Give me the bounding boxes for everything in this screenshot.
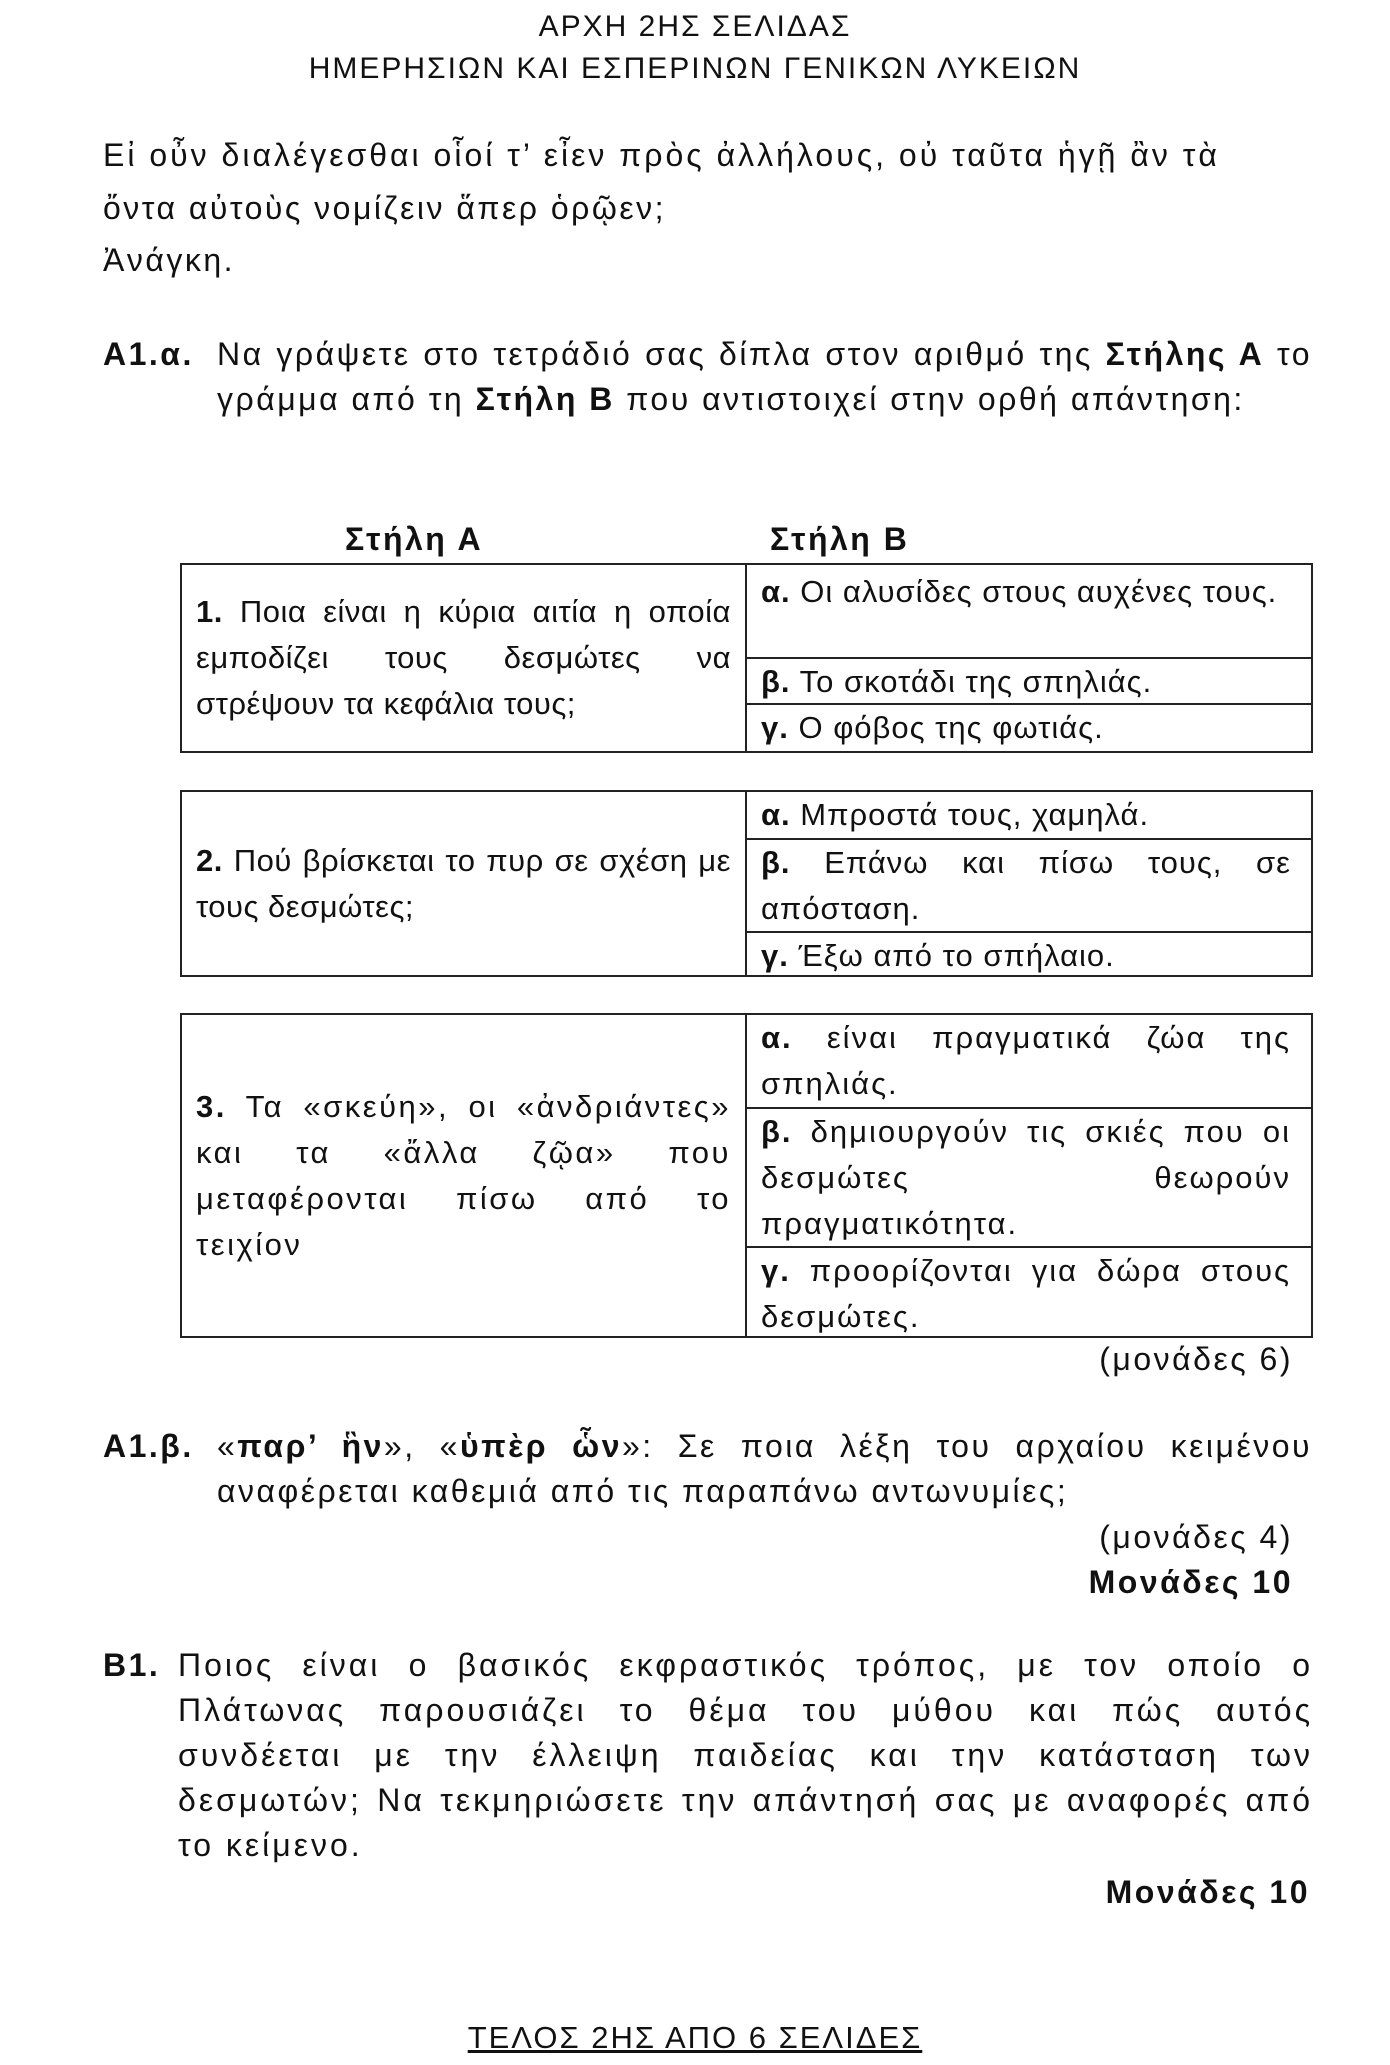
option-text: Μπροστά τους, χαμηλά. bbox=[800, 797, 1150, 832]
a1-total-points: Μονάδες 10 bbox=[1088, 1564, 1293, 1600]
instruction-text: που αντιστοιχεί στην ορθή απάντηση: bbox=[626, 381, 1245, 417]
pronoun-2: ὑπὲρ ὧν bbox=[459, 1428, 622, 1464]
question-a1a-label bbox=[103, 332, 194, 377]
matching-table-3 bbox=[180, 1013, 1313, 1338]
option-text: δημιουργούν τις σκιές που οι δεσμώτες θεωρούν πραγματικότητα. bbox=[761, 1114, 1292, 1241]
option-row bbox=[747, 703, 1311, 751]
instruction-text: το γράμμα από τη bbox=[217, 336, 1313, 417]
item-question: Τα «σκεύη», οι «ἀνδριάντες» και τα «ἄλλα ζῷα» που μεταφέρονται πίσω από το τειχίον bbox=[196, 1088, 731, 1262]
instruction-bold-column-b: Στήλη Β bbox=[475, 381, 615, 417]
question-a1a-text bbox=[217, 332, 1312, 422]
option-text: είναι πραγματικά ζώα της σπηλιάς. bbox=[761, 1020, 1291, 1101]
column-a-item bbox=[182, 792, 747, 975]
page-header-line2: ΗΜΕΡΗΣΙΩΝ ΚΑΙ ΕΣΠΕΡΙΝΩΝ ΓΕΝΙΚΩΝ ΛΥΚΕΙΩΝ bbox=[308, 52, 1082, 85]
column-b-options bbox=[747, 565, 1311, 751]
option-letter: α. bbox=[761, 797, 791, 832]
option-text: προορίζονται για δώρα στους δεσμώτες. bbox=[761, 1253, 1291, 1334]
page-header-line1: ΑΡΧΗ 2ΗΣ ΣΕΛΙΔΑΣ bbox=[538, 10, 852, 43]
option-letter: α. bbox=[761, 574, 791, 609]
option-letter: β. bbox=[761, 664, 791, 699]
column-a-item bbox=[182, 1015, 747, 1336]
option-row bbox=[747, 565, 1311, 657]
option-text: Ο φόβος της φωτιάς. bbox=[798, 710, 1104, 745]
option-row bbox=[747, 1246, 1311, 1340]
option-letter: β. bbox=[761, 1114, 793, 1149]
pronoun-1: παρ’ ἣν bbox=[237, 1428, 384, 1464]
question-label: Α1.α. bbox=[103, 336, 194, 372]
passage-line-1: Εἰ οὖν διαλέγεσθαι οἷοί τ’ εἶεν πρὸς ἀλλήλους, οὐ ταῦτα ἡγῇ ἂν τὰ bbox=[103, 137, 1220, 173]
instruction-bold-column-a: Στήλης Α bbox=[1105, 336, 1265, 372]
b1-total-points: Μονάδες 10 bbox=[1105, 1874, 1310, 1910]
question-label: Β1. bbox=[103, 1647, 161, 1683]
item-number: 1. bbox=[196, 594, 223, 629]
passage-line-3: Ἀνάγκη. bbox=[103, 242, 236, 278]
option-letter: γ. bbox=[761, 938, 789, 973]
option-row bbox=[747, 1015, 1311, 1107]
option-text: Οι αλυσίδες στους αυχένες τους. bbox=[800, 574, 1278, 609]
option-row bbox=[747, 1107, 1311, 1246]
quote-mark: « bbox=[217, 1428, 238, 1464]
quote-mark: », « bbox=[383, 1428, 460, 1464]
page-footer bbox=[0, 2020, 1390, 2056]
matching-table-2 bbox=[180, 790, 1313, 977]
option-row bbox=[747, 838, 1311, 931]
option-row bbox=[747, 792, 1311, 838]
option-row bbox=[747, 657, 1311, 703]
option-text: Έξω από το σπήλαιο. bbox=[798, 938, 1115, 973]
column-a-item bbox=[182, 565, 747, 751]
item-number: 3. bbox=[196, 1088, 227, 1124]
question-a1b-text bbox=[217, 1424, 1312, 1514]
matching-table-1 bbox=[180, 563, 1313, 753]
column-b-options bbox=[747, 1015, 1311, 1336]
column-a-header: Στήλη Α bbox=[345, 521, 484, 557]
passage-line-2: ὄντα αὐτοὺς νομίζειν ἅπερ ὁρῷεν; bbox=[103, 190, 666, 226]
option-letter: γ. bbox=[761, 710, 789, 745]
option-text: Επάνω και πίσω τους, σε απόσταση. bbox=[761, 845, 1291, 926]
question-text: Σε ποια λέξη του αρχαίου κειμένου αναφέρεται καθεμιά από τις παραπάνω αντωνυμίες; bbox=[217, 1428, 1313, 1509]
option-text: Το σκοτάδι της σπηλιάς. bbox=[799, 664, 1153, 699]
quote-mark: »: bbox=[622, 1428, 654, 1464]
item-question: Ποια είναι η κύρια αιτία η οποία εμποδίζει τους δεσμώτες να στρέψουν τα κεφάλια τους; bbox=[196, 594, 731, 721]
question-a1b-label bbox=[103, 1424, 194, 1469]
option-letter: β. bbox=[761, 845, 791, 880]
item-number: 2. bbox=[196, 842, 223, 878]
option-letter: γ. bbox=[761, 1253, 791, 1288]
option-row bbox=[747, 931, 1311, 979]
page-footer-text: ΤΕΛΟΣ 2ΗΣ ΑΠΟ 6 ΣΕΛΙΔΕΣ bbox=[467, 2020, 923, 2055]
column-b-header: Στήλη Β bbox=[770, 521, 910, 557]
column-b-options bbox=[747, 792, 1311, 975]
a1a-points: (μονάδες 6) bbox=[1099, 1341, 1293, 1377]
item-question: Πού βρίσκεται το πυρ σε σχέση με τους δεσμώτες; bbox=[196, 842, 731, 924]
question-b1-text: Ποιος είναι ο βασικός εκφραστικός τρόπος, με τον οποίο ο Πλάτωνας παρουσιάζει το θέμα του μύθου και πώς αυτός συνδέεται με την έλλειψη παιδείας και την κατάσταση των δεσμωτών; Να τεκμηριώσετε την απάντησή σας με αναφορές από το κείμενο. bbox=[178, 1647, 1313, 1863]
question-b1-label bbox=[103, 1643, 160, 1688]
option-letter: α. bbox=[761, 1020, 793, 1055]
question-label: Α1.β. bbox=[103, 1428, 194, 1464]
a1b-points: (μονάδες 4) bbox=[1099, 1519, 1293, 1555]
instruction-text: Να γράψετε στο τετράδιό σας δίπλα στον αριθμό της bbox=[217, 336, 1093, 372]
